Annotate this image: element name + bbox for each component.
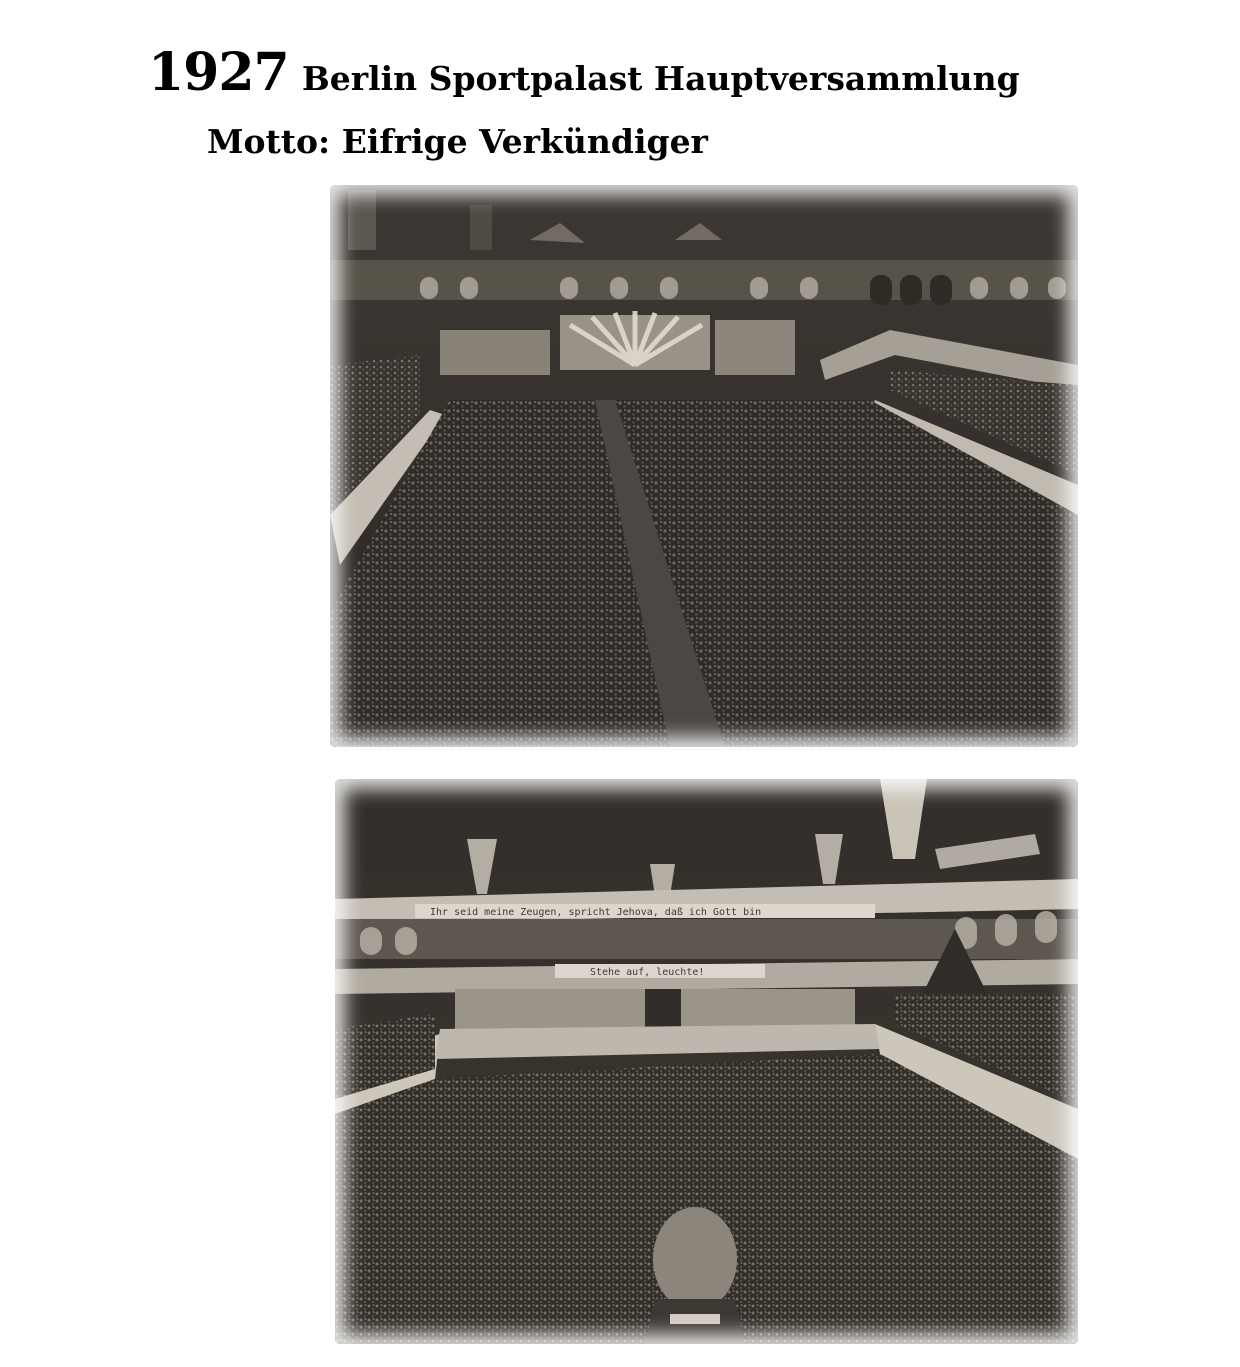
banner-text-middle: Stehe auf, leuchte! (590, 967, 705, 978)
photo-hall-balcony (335, 779, 1078, 1344)
motto-line: Motto: Eifrige Verkündiger (207, 122, 708, 161)
banner-text-upper: Ihr seid meine Zeugen, spricht Jehova, daß ich Gott bin (430, 907, 762, 918)
photo-hall-balcony-image (335, 779, 1078, 1344)
heading-title: Berlin Sportpalast Hauptversammlung (301, 59, 1020, 98)
page-heading (148, 42, 1020, 103)
photo-hall-aisle (330, 185, 1078, 747)
heading-year: 1927 (148, 42, 289, 103)
photo-hall-aisle-image (330, 185, 1078, 747)
